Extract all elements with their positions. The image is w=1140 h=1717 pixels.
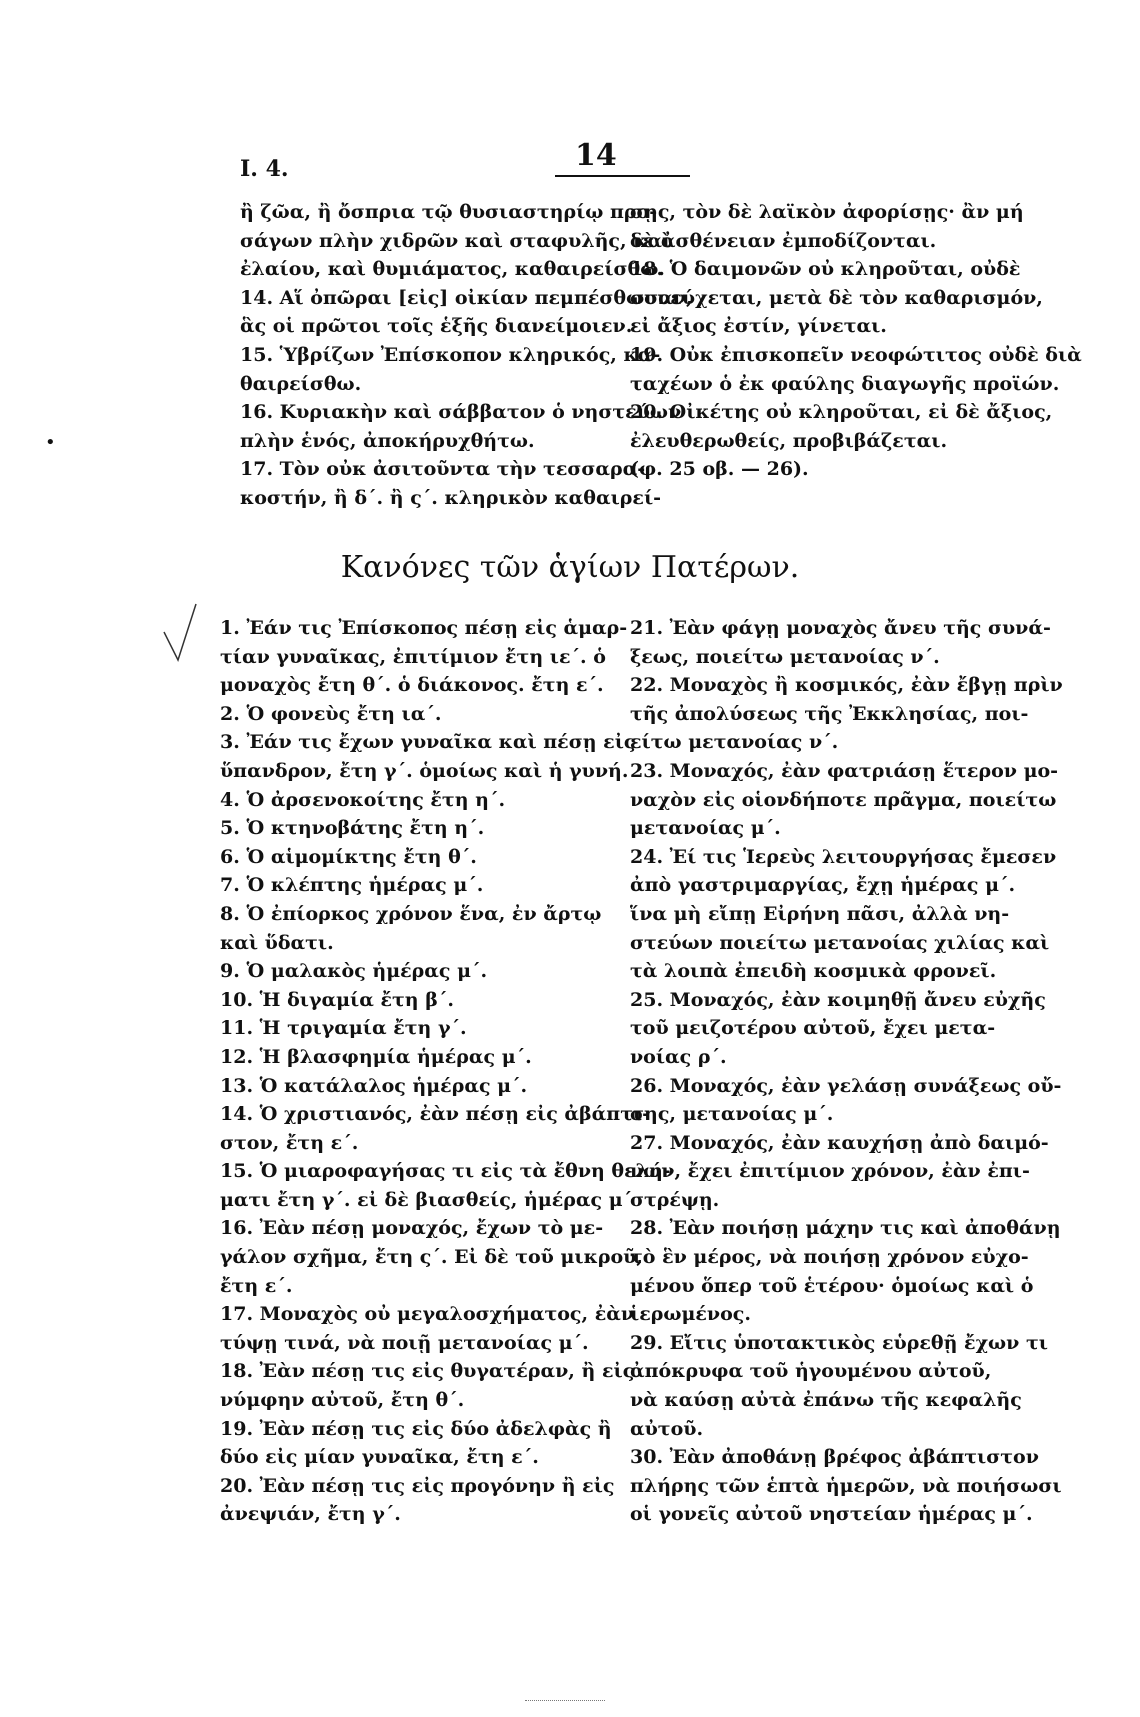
text-line: 17. Τὸν οὐκ ἀσιτοῦντα τὴν τεσσαρα- xyxy=(240,458,646,481)
text-line: συνεύχεται, μετὰ δὲ τὸν καθαρισμόν, xyxy=(630,286,1043,309)
text-line: 24. Ἐί τις Ἱερεὺς λειτουργήσας ἔμεσεν xyxy=(630,845,1057,868)
section-heading: Κανόνες τῶν ἁγίων Πατέρων. xyxy=(340,550,800,585)
text-line: 14. Αἵ ὀπῶραι [εἰς] οἰκίαν πεμπέσθωσαν, xyxy=(240,286,693,309)
text-line: στον, ἔτη ε΄. xyxy=(220,1131,359,1154)
text-line: τὰ λοιπὰ ἐπειδὴ κοσμικὰ φρονεῖ. xyxy=(630,960,997,983)
text-line: τῆς ἀπολύσεως τῆς Ἐκκλησίας, ποι- xyxy=(630,702,1029,725)
text-line: τοῦ μειζοτέρου αὐτοῦ, ἔχει μετα- xyxy=(630,1017,996,1040)
text-line: 23. Μοναχός, ἐὰν φατριάσῃ ἕτερον μο- xyxy=(630,759,1059,782)
text-line: (φ. 25 οβ. — 26). xyxy=(630,458,809,481)
text-line: 4. Ὁ ἀρσενοκοίτης ἔτη η΄. xyxy=(220,788,506,811)
text-line: 16. Ἐὰν πέσῃ μοναχός, ἔχων τὸ με- xyxy=(220,1217,604,1240)
text-line: μένου ὅπερ τοῦ ἑτέρου· ὁμοίως καὶ ὁ xyxy=(630,1274,1034,1297)
text-line: 19. Ἐὰν πέσῃ τις εἰς δύο ἀδελφὰς ἢ xyxy=(220,1417,612,1440)
bottom-left-column xyxy=(220,614,671,1529)
text-line: ταχέων ὁ ἐκ φαύλης διαγωγῆς προϊών. xyxy=(630,372,1060,395)
text-line: 13. Ὁ κατάλαλος ἡμέρας μ΄. xyxy=(220,1074,528,1097)
text-line: 14. Ὁ χριστιανός, ἐὰν πέσῃ εἰς ἀβάπτι- xyxy=(220,1103,651,1126)
text-line: 26. Μοναχός, ἐὰν γελάσῃ συνάξεως οὔ- xyxy=(630,1074,1062,1097)
text-line: καὶ ὕδατι. xyxy=(220,931,334,954)
text-line: 12. Ἡ βλασφημία ἡμέρας μ΄. xyxy=(220,1045,532,1068)
top-left-column xyxy=(240,198,693,513)
text-line: ἔτη ε΄. xyxy=(220,1274,293,1297)
text-line: δύο εἰς μίαν γυναῖκα, ἔτη ε΄. xyxy=(220,1446,539,1469)
text-line: ἐλαίου, καὶ θυμιάματος, καθαιρείσθω. xyxy=(240,258,665,281)
text-line: 18. Ὁ δαιμονῶν οὐ κληροῦται, οὐδὲ xyxy=(630,258,1021,281)
text-line: ἀπόκρυφα τοῦ ἡγουμένου αὐτοῦ, xyxy=(630,1360,992,1383)
text-line: 25. Μοναχός, ἐὰν κοιμηθῇ ἄνευ εὐχῆς xyxy=(630,988,1046,1011)
text-line: αὐτοῦ. xyxy=(630,1417,704,1440)
bottom-right-column xyxy=(630,614,1063,1529)
page-number-rule xyxy=(555,175,690,177)
top-right-column xyxy=(630,198,1082,484)
text-line: ἀνεψιάν, ἔτη γ΄. xyxy=(220,1503,401,1526)
text-line: ξεως, ποιείτω μετανοίας ν΄. xyxy=(630,645,940,668)
page-number: 14 xyxy=(575,138,617,173)
text-line: είτω μετανοίας ν΄. xyxy=(630,731,839,754)
text-line: 2. Ὁ φονεὺς ἔτη ια΄. xyxy=(220,702,442,725)
text-line: ἵνα μὴ εἴπῃ Εἰρήνη πᾶσι, ἀλλὰ νη- xyxy=(630,902,1010,925)
text-line: κοστήν, ἢ δ΄. ἢ ς΄. κληρικὸν καθαιρεί- xyxy=(240,486,662,509)
text-line: τὸ ἓν μέρος, νὰ ποιήσῃ χρόνον εὐχο- xyxy=(630,1246,1029,1269)
text-line: 19. Οὐκ ἐπισκοπεῖν νεοφώτιτος οὐδὲ διὰ xyxy=(630,343,1082,366)
text-line: εἰ ἄξιος ἐστίν, γίνεται. xyxy=(630,315,887,338)
text-line: 9. Ὁ μαλακὸς ἡμέρας μ΄. xyxy=(220,960,488,983)
text-line: μοναχὸς ἔτη θ΄. ὁ διάκονος. ἔτη ε΄. xyxy=(220,674,604,697)
text-line: 6. Ὁ αἱμομίκτης ἔτη θ΄. xyxy=(220,845,477,868)
text-line: 11. Ἡ τριγαμία ἔτη γ΄. xyxy=(220,1017,467,1040)
text-line: 18. Ἐὰν πέσῃ τις εἰς θυγατέραν, ἢ εἰς xyxy=(220,1360,635,1383)
footer-rule xyxy=(525,1700,605,1701)
text-line: 15. Ὁ μιαροφαγήσας τι εἰς τὰ ἔθνη θελή- xyxy=(220,1160,671,1183)
text-line: νὰ καύσῃ αὐτὰ ἐπάνω τῆς κεφαλῆς xyxy=(630,1389,1022,1412)
text-line: 3. Ἐάν τις ἔχων γυναῖκα καὶ πέσῃ εἰς xyxy=(220,731,636,754)
text-line: 10. Ἡ διγαμία ἔτη β΄. xyxy=(220,988,454,1011)
text-line: σῃς, τὸν δὲ λαϊκὸν ἀφορίσῃς· ἂν μή xyxy=(630,201,1024,223)
text-line: σάγων πλὴν χιδρῶν καὶ σταφυλῆς, καὶ xyxy=(240,229,672,252)
checkmark-annotation-icon xyxy=(162,602,202,664)
text-line: 27. Μοναχός, ἐὰν καυχήσῃ ἀπὸ δαιμό- xyxy=(630,1131,1049,1154)
margin-dot: • xyxy=(45,432,56,453)
text-line: 15. Ὑβρίζων Ἐπίσκοπον κληρικός, κα- xyxy=(240,343,661,366)
text-line: ὕπανδρον, ἔτη γ΄. ὁμοίως καὶ ἡ γυνή. xyxy=(220,759,629,782)
text-line: σης, μετανοίας μ΄. xyxy=(630,1103,834,1126)
text-line: ἀπὸ γαστριμαργίας, ἔχῃ ἡμέρας μ΄. xyxy=(630,874,1016,897)
text-line: 17. Μοναχὸς οὐ μεγαλοσχήματος, ἐὰν xyxy=(220,1303,635,1326)
text-line: ἐλευθερωθείς, προβιβάζεται. xyxy=(630,429,948,452)
text-line: 30. Ἐὰν ἀποθάνῃ βρέφος ἀβάπτιστον xyxy=(630,1446,1039,1469)
text-line: ἱερωμένος. xyxy=(630,1303,751,1326)
text-line: 16. Κυριακὴν καὶ σάββατον ὁ νηστεύων xyxy=(240,401,682,424)
text-line: γάλον σχῆμα, ἔτη ς΄. Εἰ δὲ τοῦ μικροῦ, xyxy=(220,1246,643,1269)
text-line: 1. Ἐάν τις Ἐπίσκοπος πέσῃ εἰς ἁμαρ- xyxy=(220,617,628,639)
text-line: ναχὸν εἰς οἱονδήποτε πρᾶγμα, ποιείτω xyxy=(630,788,1057,811)
text-line: τίαν γυναῖκας, ἐπιτίμιον ἔτη ιε΄. ὁ xyxy=(220,645,606,668)
text-line: νοίας ρ΄. xyxy=(630,1045,727,1068)
text-line: 28. Ἐὰν ποιήσῃ μάχην τις καὶ ἀποθάνῃ xyxy=(630,1217,1061,1240)
text-line: 21. Ἐὰν φάγῃ μοναχὸς ἄνευ τῆς συνά- xyxy=(630,617,1051,639)
text-line: πλήρης τῶν ἑπτὰ ἡμερῶν, νὰ ποιήσωσι xyxy=(630,1474,1062,1497)
text-line: οἱ γονεῖς αὐτοῦ νηστείαν ἡμέρας μ΄. xyxy=(630,1503,1033,1526)
text-line: στρέψῃ. xyxy=(630,1188,720,1211)
text-line: 20. Οἰκέτης οὐ κληροῦται, εἰ δὲ ἄξιος, xyxy=(630,401,1053,424)
text-line: πλὴν ἑνός, ἀποκήρυχθήτω. xyxy=(240,429,535,452)
text-line: νύμφην αὐτοῦ, ἔτη θ΄. xyxy=(220,1389,465,1412)
text-line: στεύων ποιείτω μετανοίας χιλίας καὶ xyxy=(630,931,1050,954)
text-line: ματι ἔτη γ΄. εἰ δὲ βιασθείς, ἡμέρας μ΄ xyxy=(220,1188,633,1211)
text-line: 5. Ὁ κτηνοβάτης ἔτη η΄. xyxy=(220,817,485,840)
text-line: 29. Εἴτις ὑποτακτικὸς εὑρεθῇ ἔχων τι xyxy=(630,1331,1048,1354)
text-line: μετανοίας μ΄. xyxy=(630,817,781,840)
text-line: 20. Ἐὰν πέσῃ τις εἰς προγόνην ἢ εἰς xyxy=(220,1474,615,1497)
text-line: 7. Ὁ κλέπτης ἡμέρας μ΄. xyxy=(220,874,484,897)
text-line: δὲ ἀσθένειαν ἐμποδίζονται. xyxy=(630,229,937,252)
text-line: 8. Ὁ ἐπίορκος χρόνον ἕνα, ἐν ἄρτῳ xyxy=(220,902,602,925)
text-line: νων, ἔχει ἐπιτίμιον χρόνον, ἐὰν ἐπι- xyxy=(630,1160,1030,1183)
text-line: τύψῃ τινά, νὰ ποιῇ μετανοίας μ΄. xyxy=(220,1331,589,1354)
text-line: ἃς οἱ πρῶτοι τοῖς ἑξῆς διανείμοιεν. xyxy=(240,315,633,338)
section-reference: I. 4. xyxy=(240,156,289,182)
text-line: ἢ ζῶα, ἢ ὄσπρια τῷ θυσιαστηρίῳ προ- xyxy=(240,201,658,223)
text-line: θαιρείσθω. xyxy=(240,372,362,395)
text-line: 22. Μοναχὸς ἢ κοσμικός, ἐὰν ἔβγῃ πρὶν xyxy=(630,674,1063,697)
